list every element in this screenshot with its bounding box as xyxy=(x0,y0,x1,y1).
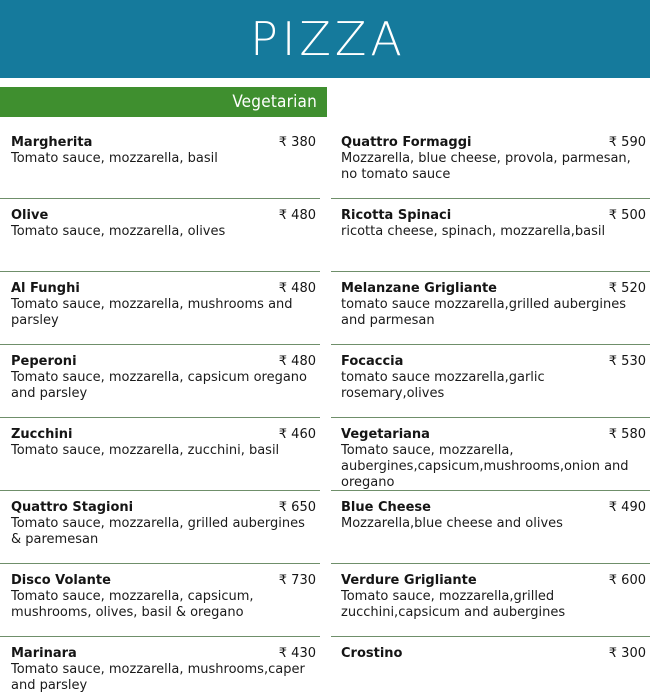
menu-item xyxy=(0,418,320,491)
item-price: ₹ 480 xyxy=(278,281,316,296)
item-name: Zucchini xyxy=(11,427,73,442)
item-price: ₹ 430 xyxy=(278,646,316,661)
item-name: Marinara xyxy=(11,646,77,661)
item-price: ₹ 480 xyxy=(278,208,316,223)
item-name: Melanzane Grigliante xyxy=(341,281,497,296)
item-price: ₹ 490 xyxy=(608,500,646,515)
item-name: Quattro Stagioni xyxy=(11,500,134,515)
menu-column-left xyxy=(0,126,320,700)
item-description: Tomato sauce, mozzarella, olives xyxy=(11,224,226,239)
menu-item xyxy=(0,126,320,199)
item-name: Margherita xyxy=(11,135,93,150)
item-price: ₹ 530 xyxy=(608,354,646,369)
menu-item xyxy=(0,491,320,564)
menu-item xyxy=(331,418,650,491)
item-description: Mozzarella,blue cheese and olives xyxy=(341,516,563,531)
menu-item xyxy=(331,345,650,418)
item-description: Mozzarella, blue cheese, provola, parmesan, no tomato sauce xyxy=(341,151,631,182)
item-name: Olive xyxy=(11,208,49,223)
menu-item xyxy=(331,491,650,564)
item-price: ₹ 590 xyxy=(608,135,646,150)
item-name: Blue Cheese xyxy=(341,500,431,515)
item-description: ricotta cheese, spinach, mozzarella,basil xyxy=(341,224,606,239)
item-price: ₹ 460 xyxy=(278,427,316,442)
item-description: Tomato sauce, mozzarella, grilled aubergines & paremesan xyxy=(11,516,305,547)
item-price: ₹ 480 xyxy=(278,354,316,369)
item-description: tomato sauce mozzarella,grilled aubergines and parmesan xyxy=(341,297,626,328)
item-name: Quattro Formaggi xyxy=(341,135,472,150)
item-description: Tomato sauce, mozzarella,grilled zucchini,capsicum and aubergines xyxy=(341,589,566,620)
menu-item xyxy=(0,199,320,272)
item-price: ₹ 520 xyxy=(608,281,646,296)
item-price: ₹ 300 xyxy=(608,646,646,661)
menu-item xyxy=(331,272,650,345)
item-name: Al Funghi xyxy=(11,281,80,296)
menu-header xyxy=(0,0,650,78)
menu-item xyxy=(0,564,320,637)
menu-item xyxy=(0,272,320,345)
item-description: Tomato sauce, mozzarella, zucchini, basil xyxy=(11,443,280,458)
item-name: Crostino xyxy=(341,646,403,661)
menu-item xyxy=(331,637,650,700)
item-price: ₹ 650 xyxy=(278,500,316,515)
page-title: PIZZA xyxy=(250,12,406,66)
menu-item xyxy=(331,199,650,272)
category-banner xyxy=(0,87,327,117)
item-price: ₹ 600 xyxy=(608,573,646,588)
menu-item xyxy=(331,564,650,637)
menu-item xyxy=(0,637,320,700)
item-description: Tomato sauce, mozzarella, capsicum oregano and parsley xyxy=(11,370,307,401)
item-description: tomato sauce mozzarella,garlic rosemary,olives xyxy=(341,370,545,401)
item-name: Vegetariana xyxy=(341,427,430,442)
item-price: ₹ 500 xyxy=(608,208,646,223)
item-description: Tomato sauce, mozzarella, capsicum, mushrooms, olives, basil & oregano xyxy=(11,589,254,620)
menu-item xyxy=(331,126,650,199)
item-price: ₹ 730 xyxy=(278,573,316,588)
item-description: Tomato sauce, mozzarella, mushrooms,caper and parsley xyxy=(11,662,305,693)
item-description: Tomato sauce, mozzarella, mushrooms and parsley xyxy=(11,297,293,328)
menu-item xyxy=(0,345,320,418)
item-name: Focaccia xyxy=(341,354,404,369)
menu-column-right xyxy=(331,126,650,700)
category-label: Vegetarian xyxy=(232,92,317,112)
item-name: Verdure Grigliante xyxy=(341,573,477,588)
item-price: ₹ 380 xyxy=(278,135,316,150)
item-description: Tomato sauce, mozzarella, aubergines,capsicum,mushrooms,onion and oregano xyxy=(341,443,629,490)
item-price: ₹ 580 xyxy=(608,427,646,442)
item-name: Peperoni xyxy=(11,354,77,369)
item-description: Tomato sauce, mozzarella, basil xyxy=(11,151,218,166)
item-name: Disco Volante xyxy=(11,573,111,588)
item-name: Ricotta Spinaci xyxy=(341,208,452,223)
